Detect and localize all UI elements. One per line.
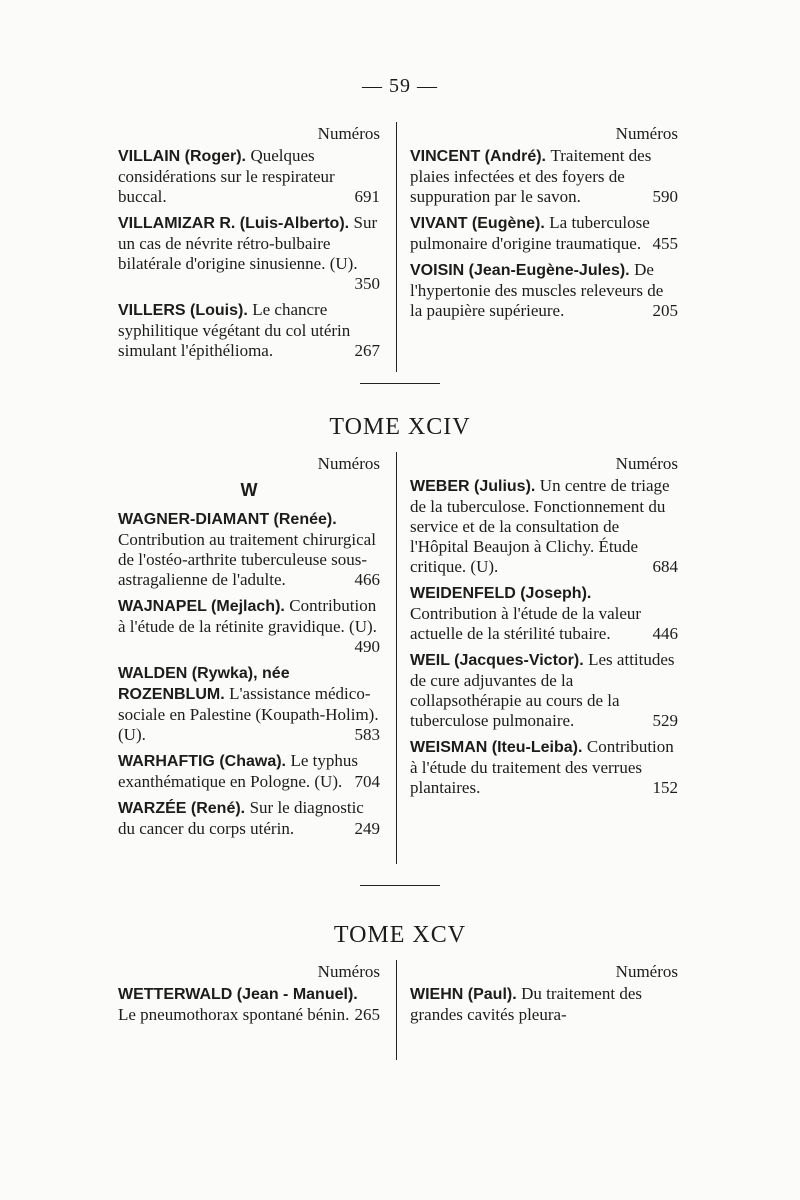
entry-number: 249 — [354, 819, 380, 838]
section-3 — [118, 960, 678, 1060]
author-name: WALDEN (Rywka), née ROZENBLUM. — [118, 665, 290, 703]
entry-number: 704 — [354, 772, 380, 791]
author-name: WARHAFTIG (Chawa). — [118, 753, 286, 770]
author-name: WAJNAPEL (Mejlach). — [118, 598, 285, 615]
left-column — [118, 122, 380, 367]
thesis-title: Le typhus exanthématique en Pologne. (U). — [118, 751, 358, 791]
entry-number: 466 — [354, 570, 380, 589]
author-name: WEBER (Julius). — [410, 478, 536, 495]
thesis-title: Contribution à l'étude de la rétinite gravidique. (U). — [118, 596, 377, 636]
thesis-title: La tuberculose pulmonaire d'origine traumatique. — [410, 213, 650, 253]
entry-number: 205 — [652, 301, 678, 320]
entry-number: 152 — [652, 778, 678, 797]
entry-number: 265 — [354, 1005, 380, 1024]
section-2 — [118, 452, 678, 870]
entry-number: 529 — [652, 711, 678, 730]
index-entry — [118, 213, 380, 294]
index-entry — [118, 509, 380, 590]
column-divider — [396, 452, 397, 864]
index-entry — [118, 751, 380, 792]
section-divider — [360, 885, 440, 886]
author-name: VILLERS (Louis). — [118, 302, 248, 319]
thesis-title: Contribution à l'étude du traitement des verrues plantaires. — [410, 737, 674, 797]
author-name: WIEHN (Paul). — [410, 986, 517, 1003]
entry-number: 583 — [354, 725, 380, 744]
column-divider — [396, 960, 397, 1060]
thesis-title: Sur un cas de névrite rétro-bulbaire bilatérale d'origine sinusienne. (U). — [118, 213, 378, 273]
numeros-header: Numéros — [615, 124, 678, 143]
index-entry — [410, 476, 678, 577]
author-name: WARZÉE (René). — [118, 800, 246, 817]
left-column — [118, 960, 380, 1031]
entry-number: 446 — [652, 624, 678, 643]
thesis-title: Sur le diagnostic du cancer du corps utérin. — [118, 798, 364, 838]
entry-number: 684 — [652, 557, 678, 576]
author-name: VILLAMIZAR R. (Luis-Alberto). — [118, 215, 350, 232]
numeros-header: Numéros — [317, 454, 380, 473]
author-name: WEISMAN (Iteu-Leiba). — [410, 739, 583, 756]
left-column — [118, 452, 380, 845]
author-name: WEIDENFELD (Joseph). — [410, 585, 592, 602]
entry-number: 350 — [354, 274, 380, 293]
tome-heading: TOME XCV — [333, 922, 467, 948]
index-entry — [118, 146, 380, 207]
index-entry — [410, 213, 678, 254]
right-column — [410, 122, 678, 327]
thesis-title: Les attitudes de cure adjuvantes de la collapsothérapie au cours de la tuberculose pulmonaire. — [410, 650, 675, 730]
entry-number: 455 — [652, 234, 678, 253]
index-entry — [410, 583, 678, 644]
thesis-title: Le chancre syphilitique végétant du col utérin simulant l'épithélioma. — [118, 300, 351, 360]
author-name: WEIL (Jacques-Victor). — [410, 652, 584, 669]
index-entry — [118, 984, 380, 1025]
numeros-header: Numéros — [317, 124, 380, 143]
entry-number: 267 — [354, 341, 380, 360]
author-name: WAGNER-DIAMANT (Renée). — [118, 511, 337, 528]
thesis-title: Contribution au traitement chirurgical de l'ostéo-arthrite tuberculeuse sous-astragalienne de l'adulte. — [118, 530, 376, 589]
index-entry — [410, 984, 678, 1025]
thesis-title: Le pneumothorax spontané bénin. — [118, 1005, 350, 1024]
entry-number: 590 — [652, 187, 678, 206]
thesis-title: Du traitement des grandes cavités pleura- — [410, 984, 642, 1024]
author-name: WETTERWALD (Jean - Manuel). — [118, 986, 358, 1003]
index-entry — [410, 146, 678, 207]
section-letter: W — [240, 480, 258, 500]
entry-number: 691 — [354, 187, 380, 206]
column-divider — [396, 122, 397, 372]
author-name: VINCENT (André). — [410, 148, 546, 165]
author-name: VILLAIN (Roger). — [118, 148, 246, 165]
page-number: — 59 — — [362, 75, 438, 97]
index-entry — [410, 260, 678, 321]
author-name: VIVANT (Eugène). — [410, 215, 545, 232]
numeros-header: Numéros — [615, 962, 678, 981]
author-name: VOISIN (Jean-Eugène-Jules). — [410, 262, 630, 279]
index-entry — [118, 596, 380, 657]
index-entry — [118, 663, 380, 745]
index-entry — [118, 300, 380, 361]
index-entry — [410, 737, 678, 798]
tome-heading: TOME XCIV — [329, 414, 471, 440]
section-1 — [118, 122, 678, 372]
right-column — [410, 960, 678, 1031]
section-divider — [360, 383, 440, 384]
right-column — [410, 452, 678, 804]
index-entry — [118, 798, 380, 839]
thesis-title: Contribution à l'étude de la valeur actuelle de la stérilité tubaire. — [410, 604, 642, 643]
index-entry — [410, 650, 678, 731]
thesis-title: Quelques considérations sur le respirateur buccal. — [118, 146, 335, 206]
entry-number: 490 — [354, 637, 380, 656]
numeros-header: Numéros — [615, 454, 678, 473]
thesis-title: Traitement des plaies infectées et des foyers de suppuration par le savon. — [410, 146, 652, 206]
thesis-title: De l'hypertonie des muscles releveurs de la paupière supérieure. — [410, 260, 664, 320]
numeros-header: Numéros — [317, 962, 380, 981]
thesis-title: L'assistance médico-sociale en Palestine (Koupath-Holim). (U). — [118, 684, 379, 744]
thesis-title: Un centre de triage de la tuberculose. Fonctionnement du service et de la consultation de l'Hôpital Beaujon à Clichy. Étude critique. (U). — [410, 476, 670, 576]
